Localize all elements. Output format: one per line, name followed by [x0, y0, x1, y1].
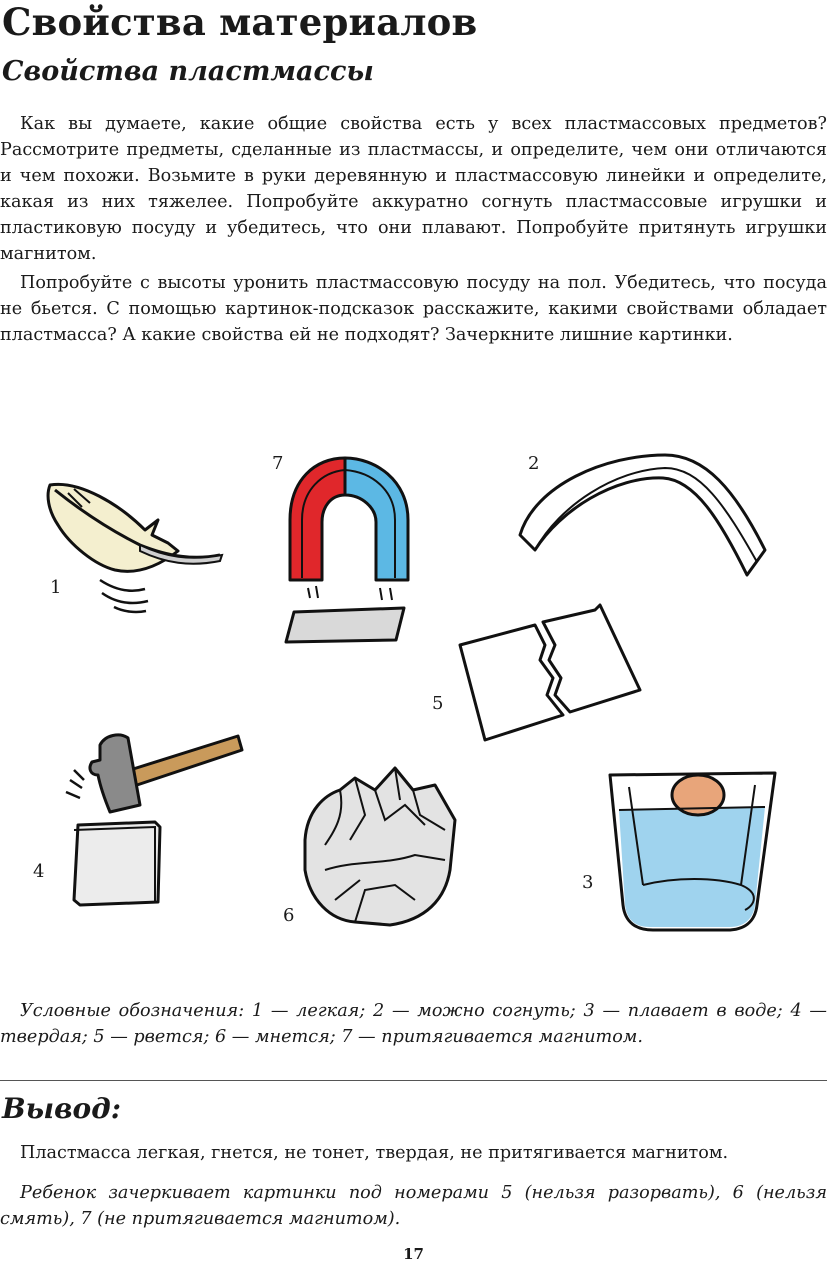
conclusion-note: Ребенок зачеркивает картинки под номерами 5 (нельзя разорвать), 6 (нельзя смять), 7 (не притягивается магнитом).	[0, 1183, 827, 1229]
picture-number-1: 1	[50, 577, 62, 598]
picture-number-6: 6	[283, 905, 295, 926]
paragraph-1: Как вы думаете, какие общие свойства есть у всех пластмассовых предметов? Рассмотрите предметы, сделанные из пластмассы, и определите, чем они отличаются и чем похожи. Возьмите в руки деревянную и пластмассовую линейки и определите, какая из них тяжелее. Попробуйте аккуратно согнуть пластмассовые игрушки и пластиковую посуду и убедитесь, что они плавают. Попробуйте притянуть игрушки магнитом.	[0, 114, 827, 264]
picture-number-4: 4	[33, 861, 45, 882]
picture-number-3: 3	[582, 872, 594, 893]
picture-number-7: 7	[272, 453, 284, 474]
picture-number-2: 2	[528, 453, 540, 474]
magnet-icon	[280, 450, 420, 645]
conclusion-heading: Вывод:	[2, 1092, 122, 1125]
feather-icon	[40, 475, 230, 620]
conclusion-text: Пластмасса легкая, гнется, не тонет, твердая, не притягивается магнитом.	[20, 1143, 729, 1163]
glass-of-water-icon	[605, 765, 780, 935]
legend-caption: Условные обозначения: 1 — легкая; 2 — можно согнуть; 3 — плавает в воде; 4 — твердая; 5 — рвется; 6 — мнется; 7 — притягивается магнитом.	[0, 1001, 827, 1047]
page-title: Свойства материалов	[2, 0, 478, 44]
hammer-icon	[60, 730, 250, 910]
bent-strip-icon	[515, 450, 770, 585]
crumpled-paper-icon	[295, 760, 465, 930]
torn-paper-icon	[455, 600, 645, 745]
paragraph-2: Попробуйте с высоты уронить пластмассовую посуду на пол. Убедитесь, что посуда не бьется. С помощью картинок-подсказок расскажите, какими свойствами обладает пластмасса? А какие свойства ей не подходят? Зачеркните лишние картинки.	[0, 273, 827, 345]
divider	[0, 1080, 827, 1081]
picture-number-5: 5	[432, 693, 444, 714]
page-number: 17	[403, 1245, 424, 1263]
section-subtitle: Свойства пластмассы	[2, 56, 374, 87]
